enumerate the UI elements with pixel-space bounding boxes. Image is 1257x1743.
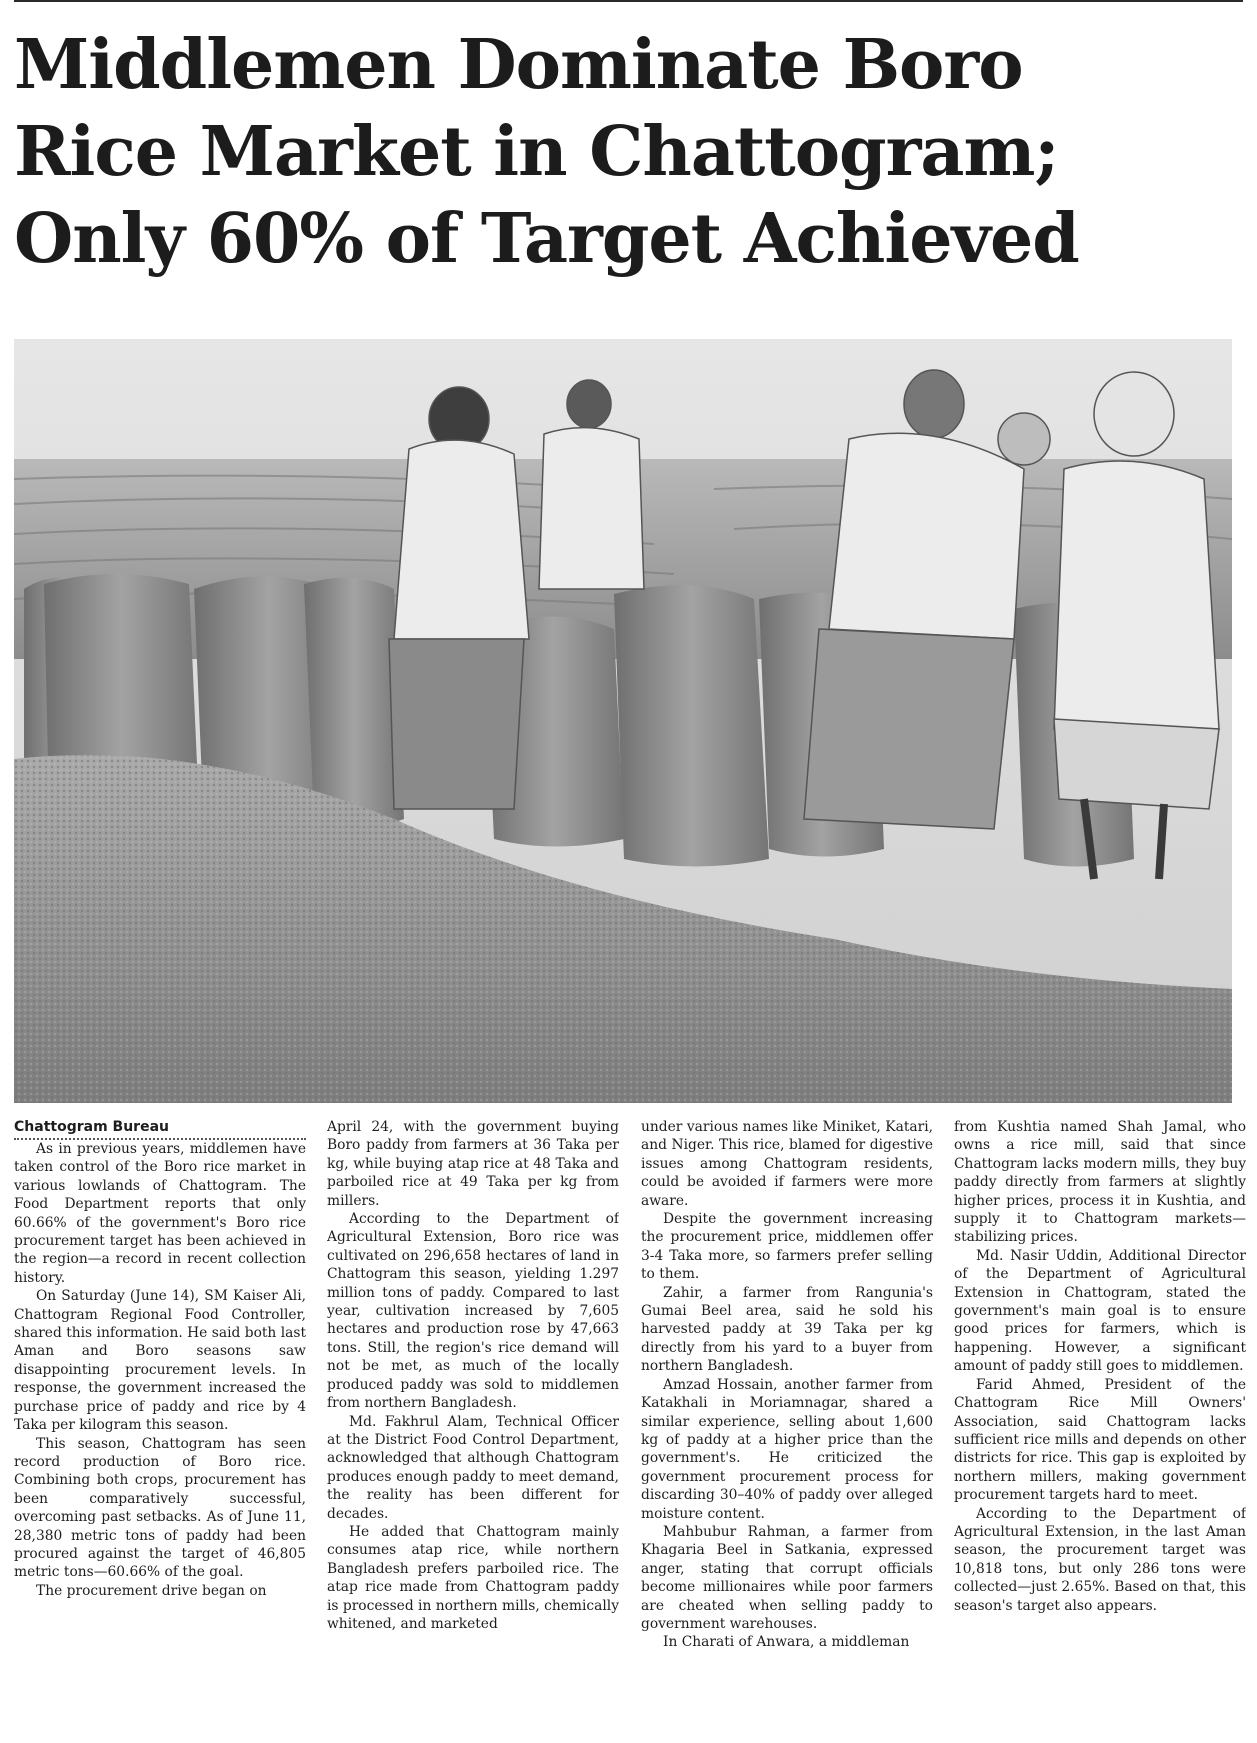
paragraph: He added that Chattogram mainly consumes atap rice, while northern Bangladesh prefers parboiled rice. The atap rice made from Chattogram paddy is processed in northern mills, chemically whitened, and marketed [327, 1523, 619, 1632]
paragraph: Md. Fakhrul Alam, Technical Officer at the District Food Control Department, acknowledged that although Chattogram produces enough paddy to meet demand, the reality has been different for decades. [327, 1413, 619, 1522]
paragraph: The procurement drive began on [36, 1582, 267, 1599]
paragraph: Zahir, a farmer from Rangunia's Gumai Beel area, said he sold his harvested paddy at 39 Taka per kg directly from his yard to a buyer from northern Bangladesh. [641, 1284, 933, 1375]
paragraph: In Charati of Anwara, a middleman [663, 1634, 910, 1651]
paragraph: from Kushtia named Shah Jamal, who owns a rice mill, said that since Chattogram lacks modern mills, they buy paddy directly from farmers at slightly higher prices, process it in Kushtia, and supply it to Chattogram markets—stabilizing prices. [954, 1119, 1246, 1246]
paragraph: under various names like Miniket, Katari, and Niger. This rice, blamed for digestive issues among Chattogram residents, could be avoided if farmers were more aware. [641, 1119, 933, 1209]
paragraph: According to the Department of Agricultural Extension, in the last Aman season, the procurement target was 10,818 tons, but only 286 tons were collected—just 2.65%. Based on that, this season's target also appears. [954, 1505, 1246, 1614]
photo-icon [14, 339, 1232, 1103]
article-body [14, 1118, 1250, 1733]
top-rule [14, 0, 1243, 2]
paragraph: This season, Chattogram has seen record production of Boro rice. Combining both crops, procurement has been comparatively successful, overcoming past setbacks. As of June 11, 28,380 metric tons of paddy had been procured against the target of 46,805 metric tons—60.66% of the goal. [14, 1435, 306, 1581]
news-photo [14, 339, 1232, 1103]
article-column-3 [641, 1118, 933, 1733]
headline-line: Only 60% of Target Achieved [14, 199, 1079, 279]
paragraph: April 24, with the government buying Boro paddy from farmers at 36 Taka per kg, while buying atap rice at 48 Taka and parboiled rice at 49 Taka per kg from millers. [327, 1119, 619, 1209]
headline-line: Middlemen Dominate Boro [14, 25, 1023, 105]
article-column-4 [954, 1118, 1246, 1733]
paragraph: Md. Nasir Uddin, Additional Director of the Department of Agricultural Extension in Chattogram, stated the government's main goal is to ensure good prices for farmers, which is happening. However, a significant amount of paddy still goes to middlemen. [954, 1247, 1246, 1375]
paragraph: Amzad Hossain, another farmer from Katakhali in Moriamnagar, shared a similar experience, selling about 1,600 kg of paddy at a higher price than the government's. He criticized the government procurement process for discarding 30–40% of paddy over alleged moisture content. [641, 1376, 933, 1522]
paragraph: Despite the government increasing the procurement price, middlemen offer 3-4 Taka more, so farmers prefer selling to them. [641, 1211, 933, 1283]
article-column-1 [14, 1118, 306, 1733]
headline [14, 22, 1244, 283]
paragraph: Mahbubur Rahman, a farmer from Khagaria Beel in Satkania, expressed anger, stating that corrupt officials become millionaires while poor farmers are cheated when selling paddy to government warehouses. [641, 1523, 933, 1632]
paragraph: Farid Ahmed, President of the Chattogram Rice Mill Owners' Association, said Chattogram lacks sufficient rice mills and depends on other districts for rice. This gap is exploited by northern millers, making government procurement targets hard to meet. [954, 1376, 1246, 1504]
headline-line: Rice Market in Chattogram; [14, 112, 1059, 192]
paragraph: According to the Department of Agricultural Extension, Boro rice was cultivated on 296,658 hectares of land in Chattogram this season, yielding 1.297 million tons of paddy. Compared to last year, cultivation increased by 7,605 hectares and production rose by 47,663 tons. Still, the region's rice demand will not be met, as much of the locally produced paddy was sold to middlemen from northern Bangladesh. [327, 1211, 619, 1412]
byline: Chattogram Bureau [14, 1118, 306, 1140]
article-column-2 [327, 1118, 619, 1733]
paragraph: On Saturday (June 14), SM Kaiser Ali, Chattogram Regional Food Controller, shared this information. He said both last Aman and Boro seasons saw disappointing procurement levels. In response, the government increased the purchase price of paddy and rice by 4 Taka per kilogram this season. [14, 1288, 306, 1434]
paragraph: As in previous years, middlemen have taken control of the Boro rice market in various lowlands of Chattogram. The Food Department reports that only 60.66% of the government's Boro rice procurement target has been achieved in the region—a record in recent collection history. [14, 1141, 306, 1286]
